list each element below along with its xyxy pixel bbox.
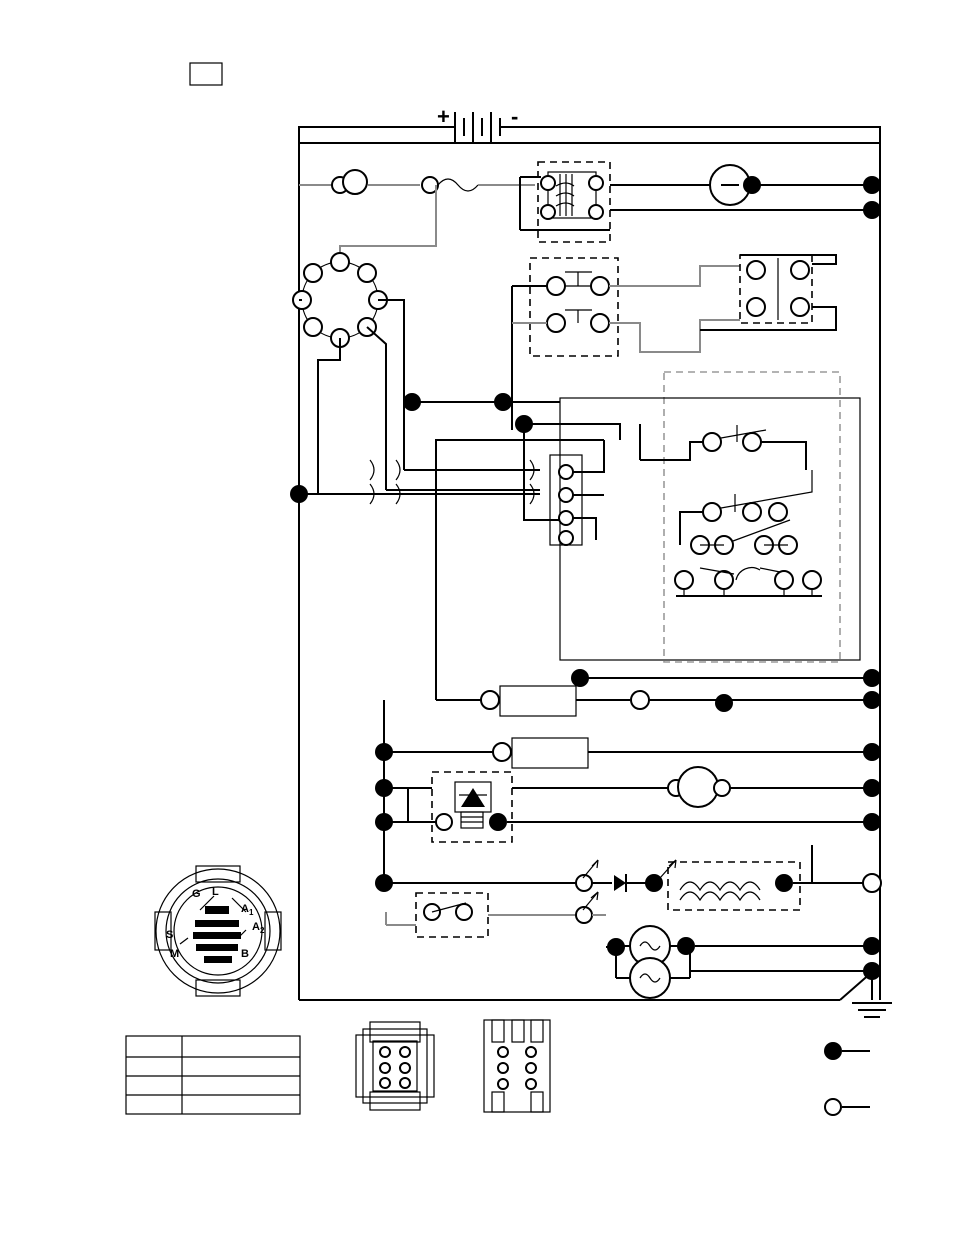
node-dot — [863, 813, 881, 831]
node-dot — [863, 743, 881, 761]
terminal-label-L: L — [212, 886, 219, 898]
legend-table — [126, 1036, 300, 1114]
node-dot — [290, 485, 308, 503]
node-dot — [403, 393, 421, 411]
diode-symbol — [614, 874, 626, 892]
node-dot — [863, 937, 881, 955]
terminal-label-B: B — [241, 948, 249, 960]
top-left-box — [190, 63, 222, 85]
terminal-label-G: G — [192, 888, 201, 900]
node-dot — [863, 201, 881, 219]
lamp-symbol — [678, 767, 718, 807]
node-open-dot — [863, 874, 881, 892]
battery-negative-label: - — [511, 104, 519, 129]
node-dot — [489, 813, 507, 831]
node-dot — [775, 874, 793, 892]
connector-6-pin — [356, 1022, 434, 1110]
node-dot — [863, 176, 881, 194]
node-dot — [645, 874, 663, 892]
battery-positive-label: + — [437, 104, 450, 129]
node-dot — [677, 937, 695, 955]
legend-symbols — [824, 1042, 870, 1115]
node-dot — [375, 813, 393, 831]
connector-6-way — [484, 1020, 550, 1112]
node-dot — [715, 694, 733, 712]
resistor-2 — [512, 738, 588, 768]
node-dot — [863, 691, 881, 709]
terminal-label-A2: $A_2$ — [252, 921, 265, 936]
node-dot — [863, 779, 881, 797]
terminal-label-A1: $A_1$ — [241, 903, 254, 918]
node-dot — [743, 176, 761, 194]
node-dot — [863, 669, 881, 687]
terminal-label-M: M — [170, 948, 180, 960]
resistor-1 — [500, 686, 576, 716]
node-dot — [375, 874, 393, 892]
node-dot — [494, 393, 512, 411]
node-dot — [571, 669, 589, 687]
terminal-label-S: S — [166, 929, 174, 941]
switch-module-box — [530, 258, 618, 356]
node-dot — [375, 779, 393, 797]
